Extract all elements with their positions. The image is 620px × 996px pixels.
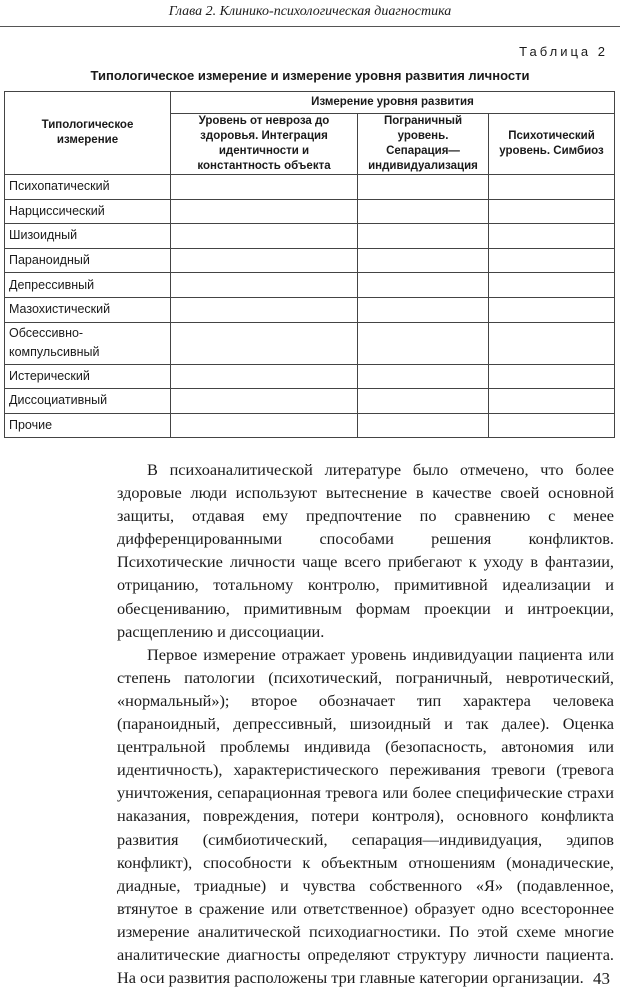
empty-cell [489, 224, 615, 249]
empty-cell [358, 199, 489, 224]
empty-cell [358, 389, 489, 414]
empty-cell [489, 364, 615, 389]
empty-cell [489, 248, 615, 273]
empty-cell [171, 364, 358, 389]
header-psychotic-level: Психотический уровень. Симбиоз [489, 114, 615, 175]
row-label: Диссоциативный [5, 389, 171, 414]
empty-cell [171, 248, 358, 273]
table-row [5, 248, 615, 273]
row-label: Депрессивный [5, 273, 171, 298]
header-typological: Типологическое измерение [5, 92, 171, 175]
empty-cell [489, 199, 615, 224]
table-row [5, 297, 615, 322]
row-label: Шизоидный [5, 224, 171, 249]
running-header [0, 0, 620, 27]
empty-cell [489, 413, 615, 438]
empty-cell [489, 322, 615, 364]
empty-cell [171, 199, 358, 224]
row-label: Нарциссический [5, 199, 171, 224]
empty-cell [358, 322, 489, 364]
empty-cell [171, 322, 358, 364]
row-label: Обсессивно-компульсивный [5, 322, 171, 364]
empty-cell [171, 389, 358, 414]
page-number: 43 [593, 969, 610, 988]
table-row [5, 199, 615, 224]
table-header-row [5, 92, 615, 114]
empty-cell [358, 273, 489, 298]
table-row [5, 389, 615, 414]
empty-cell [489, 389, 615, 414]
empty-cell [489, 297, 615, 322]
row-label: Параноидный [5, 248, 171, 273]
empty-cell [358, 413, 489, 438]
running-title: Глава 2. Клинико-психологическая диагностика [168, 4, 452, 19]
empty-cell [171, 413, 358, 438]
empty-cell [358, 364, 489, 389]
empty-cell [171, 175, 358, 200]
row-label: Мазохистический [5, 297, 171, 322]
paragraph: Первое измерение отражает уровень индивидуации пациента или степень патологии (психотический, пограничный, невротический, «нормальный»); второе обозначает тип характера человека (параноидный, депрессивный, шизоидный и так далее). Оценка центральной проблемы индивида (безопасность, автономия или идентичность), характеристического переживания тревоги (тревога уничтожения, сепарационная тревога или более специфические страхи наказания, повреждения, потери контроля), основного конфликта развития (симбиотический, сепарация—индивидуация, эдипов конфликт), способности к объектным отношениям (монадические, диадные, триадные) и чувства собственного «Я» (подавленное, втянутое в сражение или ответственное) образует одно всестороннее измерение аналитической психодиагностики. По этой схеме многие аналитические диагносты определяют структуру личности пациента. На оси развития расположены три главные категории организации. [117, 644, 614, 988]
row-label: Прочие [5, 413, 171, 438]
empty-cell [358, 297, 489, 322]
row-label: Психопатический [5, 175, 171, 200]
table-number-label: Таблица 2 [519, 44, 608, 59]
empty-cell [489, 273, 615, 298]
table-title: Типологическое измерение и измерение уровня развития личности [90, 68, 530, 83]
empty-cell [171, 297, 358, 322]
typology-table [4, 91, 615, 438]
header-neurosis-level: Уровень от невроза до здоровья. Интеграция идентичности и константность объекта [171, 114, 358, 175]
header-borderline-level: Пограничный уровень. Сепарация—индивидуализация [358, 114, 489, 175]
body-text [117, 458, 614, 989]
table-row [5, 322, 615, 364]
empty-cell [358, 175, 489, 200]
empty-cell [171, 273, 358, 298]
table-row [5, 364, 615, 389]
empty-cell [489, 175, 615, 200]
table-row [5, 273, 615, 298]
empty-cell [358, 224, 489, 249]
table-row [5, 175, 615, 200]
table-row [5, 413, 615, 438]
paragraph: В психоаналитической литературе было отмечено, что более здоровые люди используют вытеснение в качестве своей основной защиты, отдавая ему предпочтение по сравнению с менее дифференцированными способами решения конфликтов. Психотические личности чаще всего прибегают к уходу в фантазии, отрицанию, тотальному контролю, примитивной идеализации и обесцениванию, примитивным формам проекции и интроекции, расщеплению и диссоциации. [117, 460, 614, 641]
empty-cell [171, 224, 358, 249]
header-development-group: Измерение уровня развития [171, 92, 615, 114]
table-row [5, 224, 615, 249]
empty-cell [358, 248, 489, 273]
row-label: Истерический [5, 364, 171, 389]
